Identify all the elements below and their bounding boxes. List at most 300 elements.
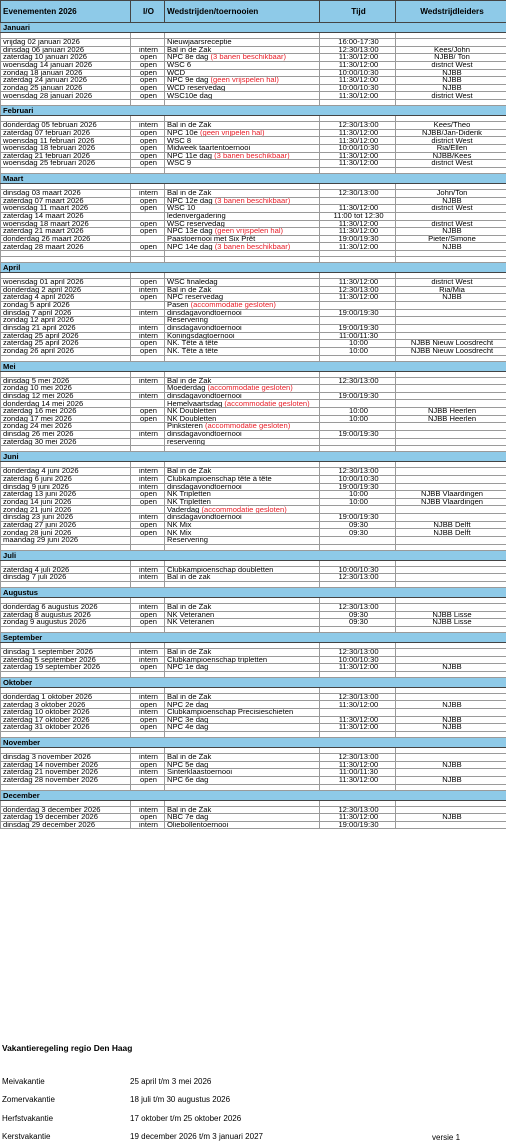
date-cell [1, 603, 131, 611]
date-cell-text: zaterdag 30 mei 2026 [3, 438, 76, 446]
io-cell-text: open [140, 724, 157, 732]
io-cell [131, 145, 165, 153]
time-cell-text: 11:30/12:00 [339, 205, 379, 213]
io-cell-text: open [140, 228, 157, 236]
event-cell-text: Bal in de Zak [167, 189, 211, 197]
time-cell [320, 61, 396, 69]
io-cell [131, 423, 165, 431]
io-cell [131, 197, 165, 205]
event-cell [165, 514, 320, 522]
event-cell [165, 603, 320, 611]
event-cell-text: NPC 2e dag [167, 701, 208, 709]
event-note: (accommodatie gesloten) [208, 385, 293, 393]
date-cell-text: zaterdag 21 november 2026 [3, 769, 98, 777]
leader-cell [396, 212, 506, 220]
time-cell-text: 11:30/12:00 [339, 137, 379, 145]
io-cell [131, 235, 165, 243]
io-cell [131, 806, 165, 814]
time-cell-text: 12:30/13:00 [338, 806, 378, 814]
event-cell [165, 54, 320, 62]
event-cell-text: NK Doubletten [167, 415, 216, 423]
event-cell [165, 806, 320, 814]
date-cell-text: zaterdag 14 november 2026 [3, 761, 98, 769]
table-row [1, 701, 506, 709]
io-cell [131, 821, 165, 829]
date-cell [1, 656, 131, 664]
event-cell [165, 693, 320, 701]
table-row [1, 189, 506, 197]
time-cell-text: 12:30/13:00 [338, 574, 378, 582]
leader-cell-text: NJBB [442, 814, 461, 822]
io-cell [131, 656, 165, 664]
table-row [1, 603, 506, 611]
time-cell [320, 324, 396, 332]
time-cell [320, 332, 396, 340]
month-name: Oktober [1, 677, 506, 687]
time-cell-text: 11:30/12:00 [339, 220, 379, 228]
table-row [1, 137, 506, 145]
date-cell-text: dinsdag 7 juli 2026 [3, 574, 66, 582]
io-cell [131, 709, 165, 717]
date-cell-text: zaterdag 07 maart 2026 [3, 197, 84, 205]
time-cell [320, 279, 396, 287]
date-cell [1, 160, 131, 168]
time-cell [320, 537, 396, 545]
leader-cell-text: NJBB Lisse [432, 611, 471, 619]
time-cell-text: 10:00/10:30 [338, 145, 378, 153]
event-cell [165, 611, 320, 619]
leader-cell-text: NJBB Nieuw Loosdrecht [411, 347, 493, 355]
event-cell [165, 716, 320, 724]
date-cell [1, 347, 131, 355]
leader-cell-text: NJBB Lisse [432, 619, 471, 627]
io-cell-text: intern [139, 656, 158, 664]
holiday-row [0, 1114, 506, 1124]
time-cell-text: 11:30/12:00 [339, 92, 379, 100]
event-cell-text: ledenvergadering [167, 212, 226, 220]
event-cell-text: Bal in de Zak [167, 806, 211, 814]
table-row [1, 317, 506, 325]
time-cell [320, 498, 396, 506]
time-cell-text: 12:30/13:00 [338, 693, 378, 701]
time-cell-text: 19:00/19:30 [338, 483, 378, 491]
leader-cell-text: NJBB [442, 84, 461, 92]
event-cell-text: WCD [167, 69, 185, 77]
event-cell [165, 39, 320, 47]
holiday-title: Vakantieregeling regio Den Haag [2, 1043, 132, 1053]
table-row [1, 279, 506, 287]
event-cell-text: Paastoernooi met Six Prêt [167, 235, 255, 243]
time-cell-text: 19:00/19:30 [338, 235, 378, 243]
event-cell-text: NPC 13e dag [167, 228, 215, 236]
date-cell-text: zondag 21 juni 2026 [3, 506, 71, 514]
io-cell [131, 415, 165, 423]
date-cell [1, 438, 131, 446]
leader-cell [396, 648, 506, 656]
leader-cell-text: NJBB [442, 761, 461, 769]
time-cell-text: 11:30/12:00 [339, 54, 379, 62]
table-row [1, 483, 506, 491]
event-cell [165, 212, 320, 220]
event-cell-text: WSC 8 [167, 137, 191, 145]
leader-cell [396, 491, 506, 499]
table-row [1, 821, 506, 829]
date-cell-text: dinsdag 1 september 2026 [3, 648, 93, 656]
event-cell-text: Bal in de Zak [167, 468, 211, 476]
date-cell-text: zaterdag 24 januari 2026 [3, 77, 87, 85]
io-cell-text: intern [139, 122, 158, 130]
io-cell-text: intern [139, 475, 158, 483]
leader-cell-text: NJBB [442, 228, 461, 236]
event-cell [165, 814, 320, 822]
event-cell-text: Pinksteren [167, 423, 205, 431]
event-cell-text: Koningsdagtoernooi [167, 332, 235, 340]
month-row [1, 263, 506, 273]
date-cell-text: zondag 18 januari 2026 [3, 69, 82, 77]
event-cell [165, 491, 320, 499]
event-cell [165, 309, 320, 317]
event-cell-text: NK Tripletten [167, 498, 211, 506]
event-cell-text: NPC 1e dag [167, 664, 208, 672]
time-cell-text: 19:00/19:30 [338, 392, 378, 400]
leader-cell [396, 468, 506, 476]
event-cell [165, 220, 320, 228]
leader-cell [396, 716, 506, 724]
time-cell-text: 09:30 [349, 529, 368, 537]
time-cell [320, 483, 396, 491]
leader-cell [396, 821, 506, 829]
io-cell [131, 205, 165, 213]
event-cell [165, 205, 320, 213]
io-cell-text: intern [139, 514, 158, 522]
io-cell-text: open [140, 137, 157, 145]
event-cell [165, 92, 320, 100]
io-cell [131, 152, 165, 160]
event-cell [165, 392, 320, 400]
table-row [1, 228, 506, 236]
event-cell-text: WSC reservedag [167, 220, 225, 228]
leader-cell [396, 415, 506, 423]
io-cell [131, 400, 165, 408]
io-cell-text: open [140, 294, 157, 302]
event-cell-text: WCD reservedag [167, 84, 225, 92]
event-cell [165, 648, 320, 656]
time-cell [320, 377, 396, 385]
table-row [1, 491, 506, 499]
event-cell [165, 438, 320, 446]
event-cell-text: NPC 8e dag [167, 54, 210, 62]
date-cell-text: zaterdag 3 oktober 2026 [3, 701, 85, 709]
io-cell [131, 332, 165, 340]
header-io: I/O [131, 1, 165, 23]
table-row [1, 205, 506, 213]
io-cell-text: intern [139, 693, 158, 701]
io-cell [131, 69, 165, 77]
io-cell [131, 189, 165, 197]
month-row [1, 632, 506, 642]
time-cell-text: 10:00 [349, 498, 368, 506]
month-row [1, 173, 506, 183]
table-row [1, 468, 506, 476]
date-cell-text: maandag 29 juni 2026 [3, 537, 78, 545]
io-cell [131, 286, 165, 294]
table-row [1, 46, 506, 54]
leader-cell-text: district West [431, 137, 472, 145]
date-cell [1, 317, 131, 325]
holiday-name: Kerstvakantie [2, 1132, 50, 1141]
time-cell-text: 11:30/12:00 [339, 724, 379, 732]
leader-cell [396, 137, 506, 145]
event-cell [165, 821, 320, 829]
month-name: November [1, 738, 506, 748]
date-cell [1, 716, 131, 724]
time-cell-text: 11:30/12:00 [339, 701, 379, 709]
leader-cell-text: NJBB [442, 716, 461, 724]
io-cell [131, 347, 165, 355]
io-cell-text: open [140, 521, 157, 529]
leader-cell [396, 603, 506, 611]
table-row [1, 769, 506, 777]
time-cell [320, 392, 396, 400]
io-cell-text: open [140, 491, 157, 499]
leader-cell [396, 39, 506, 47]
time-cell-text: 09:30 [349, 619, 368, 627]
event-note: (3 banen beschikbaar) [214, 152, 290, 160]
date-cell [1, 235, 131, 243]
month-row [1, 790, 506, 800]
event-cell [165, 430, 320, 438]
time-cell-text: 11:30/12:00 [339, 243, 379, 251]
month-name: Juli [1, 550, 506, 560]
date-cell-text: zaterdag 16 mei 2026 [3, 408, 76, 416]
time-cell-text: 12:30/13:00 [338, 286, 378, 294]
time-cell [320, 806, 396, 814]
io-cell [131, 302, 165, 310]
date-cell-text: dinsdag 23 juni 2026 [3, 514, 73, 522]
leader-cell [396, 814, 506, 822]
time-cell [320, 243, 396, 251]
leader-cell [396, 438, 506, 446]
event-cell-text: NBC 7e dag [167, 814, 208, 822]
date-cell [1, 92, 131, 100]
event-cell-text: Clubkampioenschap doubletten [167, 566, 273, 574]
time-cell [320, 716, 396, 724]
io-cell-text: intern [139, 769, 158, 777]
month-row [1, 23, 506, 33]
date-cell [1, 152, 131, 160]
event-cell-text: Bal in de Zak [167, 603, 211, 611]
leader-cell [396, 317, 506, 325]
date-cell [1, 498, 131, 506]
date-cell [1, 574, 131, 582]
time-cell-text: 11:30/12:00 [339, 761, 379, 769]
event-cell [165, 619, 320, 627]
event-cell-text: NK. Tête à tête [167, 347, 218, 355]
event-cell-text: dinsdagavondtoernooi [167, 514, 242, 522]
time-cell [320, 69, 396, 77]
date-cell [1, 648, 131, 656]
time-cell-text: 10:00/10:30 [338, 566, 378, 574]
date-cell [1, 664, 131, 672]
event-cell [165, 347, 320, 355]
time-cell-text: 19:00/19:30 [338, 821, 378, 829]
io-cell-text: open [140, 84, 157, 92]
io-cell-text: intern [139, 324, 158, 332]
time-cell-text: 10:00 [349, 415, 368, 423]
leader-cell-text: NJBB [442, 69, 461, 77]
date-cell [1, 423, 131, 431]
event-cell [165, 160, 320, 168]
leader-cell [396, 521, 506, 529]
date-cell-text: woensdag 14 januari 2026 [3, 61, 92, 69]
date-cell [1, 814, 131, 822]
leader-cell-text: district West [431, 61, 472, 69]
month-row [1, 361, 506, 371]
event-note: (geen vrijpelen hal) [200, 129, 265, 137]
io-cell [131, 648, 165, 656]
io-cell-text: intern [139, 189, 158, 197]
io-cell-text: intern [139, 821, 158, 829]
io-cell [131, 228, 165, 236]
table-row [1, 400, 506, 408]
event-cell-text: NPC 11e dag [167, 152, 214, 160]
time-cell [320, 475, 396, 483]
event-cell-text: NK Mix [167, 521, 191, 529]
event-cell [165, 332, 320, 340]
date-cell [1, 228, 131, 236]
time-cell-text: 11:30/12:00 [339, 716, 379, 724]
event-note: (accommodatie gesloten) [191, 302, 276, 310]
io-cell [131, 340, 165, 348]
event-note: (geen vrijspelen hal) [210, 77, 278, 85]
event-cell [165, 656, 320, 664]
event-cell-text: NPC reservedag [167, 294, 223, 302]
leader-cell [396, 611, 506, 619]
event-cell [165, 84, 320, 92]
time-cell [320, 385, 396, 393]
event-cell-text: Bal in de Zak [167, 648, 211, 656]
io-cell [131, 619, 165, 627]
date-cell-text: zondag 24 mei 2026 [3, 423, 72, 431]
date-cell-text: woensdag 18 februari 2026 [3, 145, 95, 153]
leader-cell-text: NJBB [442, 664, 461, 672]
event-cell [165, 776, 320, 784]
io-cell [131, 716, 165, 724]
leader-cell [396, 129, 506, 137]
leader-cell [396, 228, 506, 236]
month-row [1, 587, 506, 597]
time-cell [320, 294, 396, 302]
date-cell [1, 340, 131, 348]
table-row [1, 243, 506, 251]
event-cell [165, 385, 320, 393]
event-note: (accommodatie gesloten) [201, 506, 286, 514]
io-cell [131, 129, 165, 137]
date-cell-text: zondag 5 april 2026 [3, 302, 70, 310]
event-cell-text: NK Veteranen [167, 619, 214, 627]
date-cell-text: dinsdag 03 maart 2026 [3, 189, 81, 197]
io-cell-text: open [140, 92, 157, 100]
table-row [1, 61, 506, 69]
table-row [1, 619, 506, 627]
leader-cell [396, 537, 506, 545]
time-cell [320, 491, 396, 499]
date-cell [1, 39, 131, 47]
time-cell-text: 12:30/13:00 [338, 754, 378, 762]
holiday-name: Meivakantie [2, 1077, 45, 1086]
io-cell-text: intern [139, 309, 158, 317]
time-cell [320, 769, 396, 777]
io-cell-text: open [140, 145, 157, 153]
time-cell [320, 145, 396, 153]
time-cell-text: 11:00/11:30 [339, 332, 378, 340]
event-cell [165, 537, 320, 545]
date-cell-text: zaterdag 10 januari 2026 [3, 54, 87, 62]
date-cell [1, 566, 131, 574]
event-cell-text: Vaderdag [167, 506, 201, 514]
date-cell-text: dinsdag 3 november 2026 [3, 754, 91, 762]
io-cell-text: intern [139, 483, 158, 491]
event-cell-text: Hemelvaartsdag [167, 400, 224, 408]
table-row [1, 122, 506, 130]
date-cell-text: dinsdag 7 april 2026 [3, 309, 71, 317]
date-cell-text: donderdag 4 juni 2026 [3, 468, 79, 476]
event-cell-text: NK Mix [167, 529, 191, 537]
date-cell [1, 279, 131, 287]
io-cell [131, 514, 165, 522]
event-cell-text: Bal in de Zak [167, 46, 211, 54]
date-cell [1, 332, 131, 340]
event-cell [165, 129, 320, 137]
event-cell-text: NPC 4e dag [167, 724, 208, 732]
table-row [1, 39, 506, 47]
event-cell [165, 61, 320, 69]
holiday-row [0, 1132, 506, 1142]
event-cell [165, 724, 320, 732]
month-name: September [1, 632, 506, 642]
time-cell [320, 423, 396, 431]
date-cell [1, 537, 131, 545]
date-cell-text: zondag 14 juni 2026 [3, 498, 71, 506]
time-cell-text: 11:00/11:30 [339, 769, 378, 777]
time-cell [320, 611, 396, 619]
leader-cell [396, 340, 506, 348]
date-cell [1, 61, 131, 69]
month-name: Maart [1, 173, 506, 183]
leader-cell [396, 160, 506, 168]
date-cell [1, 514, 131, 522]
date-cell-text: donderdag 2 april 2026 [3, 286, 81, 294]
header-leiders: Wedstrijdleiders [396, 1, 506, 23]
leader-cell [396, 61, 506, 69]
date-cell-text: zaterdag 5 september 2026 [3, 656, 96, 664]
io-cell [131, 574, 165, 582]
date-cell-text: zaterdag 31 oktober 2026 [3, 724, 90, 732]
month-row [1, 550, 506, 560]
time-cell [320, 415, 396, 423]
event-cell-text: Oliebollentoernooi [167, 821, 228, 829]
io-cell-text: open [140, 701, 157, 709]
date-cell [1, 430, 131, 438]
leader-cell-text: NJBB [442, 701, 461, 709]
leader-cell [396, 309, 506, 317]
time-cell [320, 400, 396, 408]
date-cell [1, 385, 131, 393]
event-cell-text: NPC 6e dag [167, 776, 208, 784]
date-cell-text: zaterdag 10 oktober 2026 [3, 709, 90, 717]
leader-cell [396, 806, 506, 814]
leader-cell [396, 769, 506, 777]
